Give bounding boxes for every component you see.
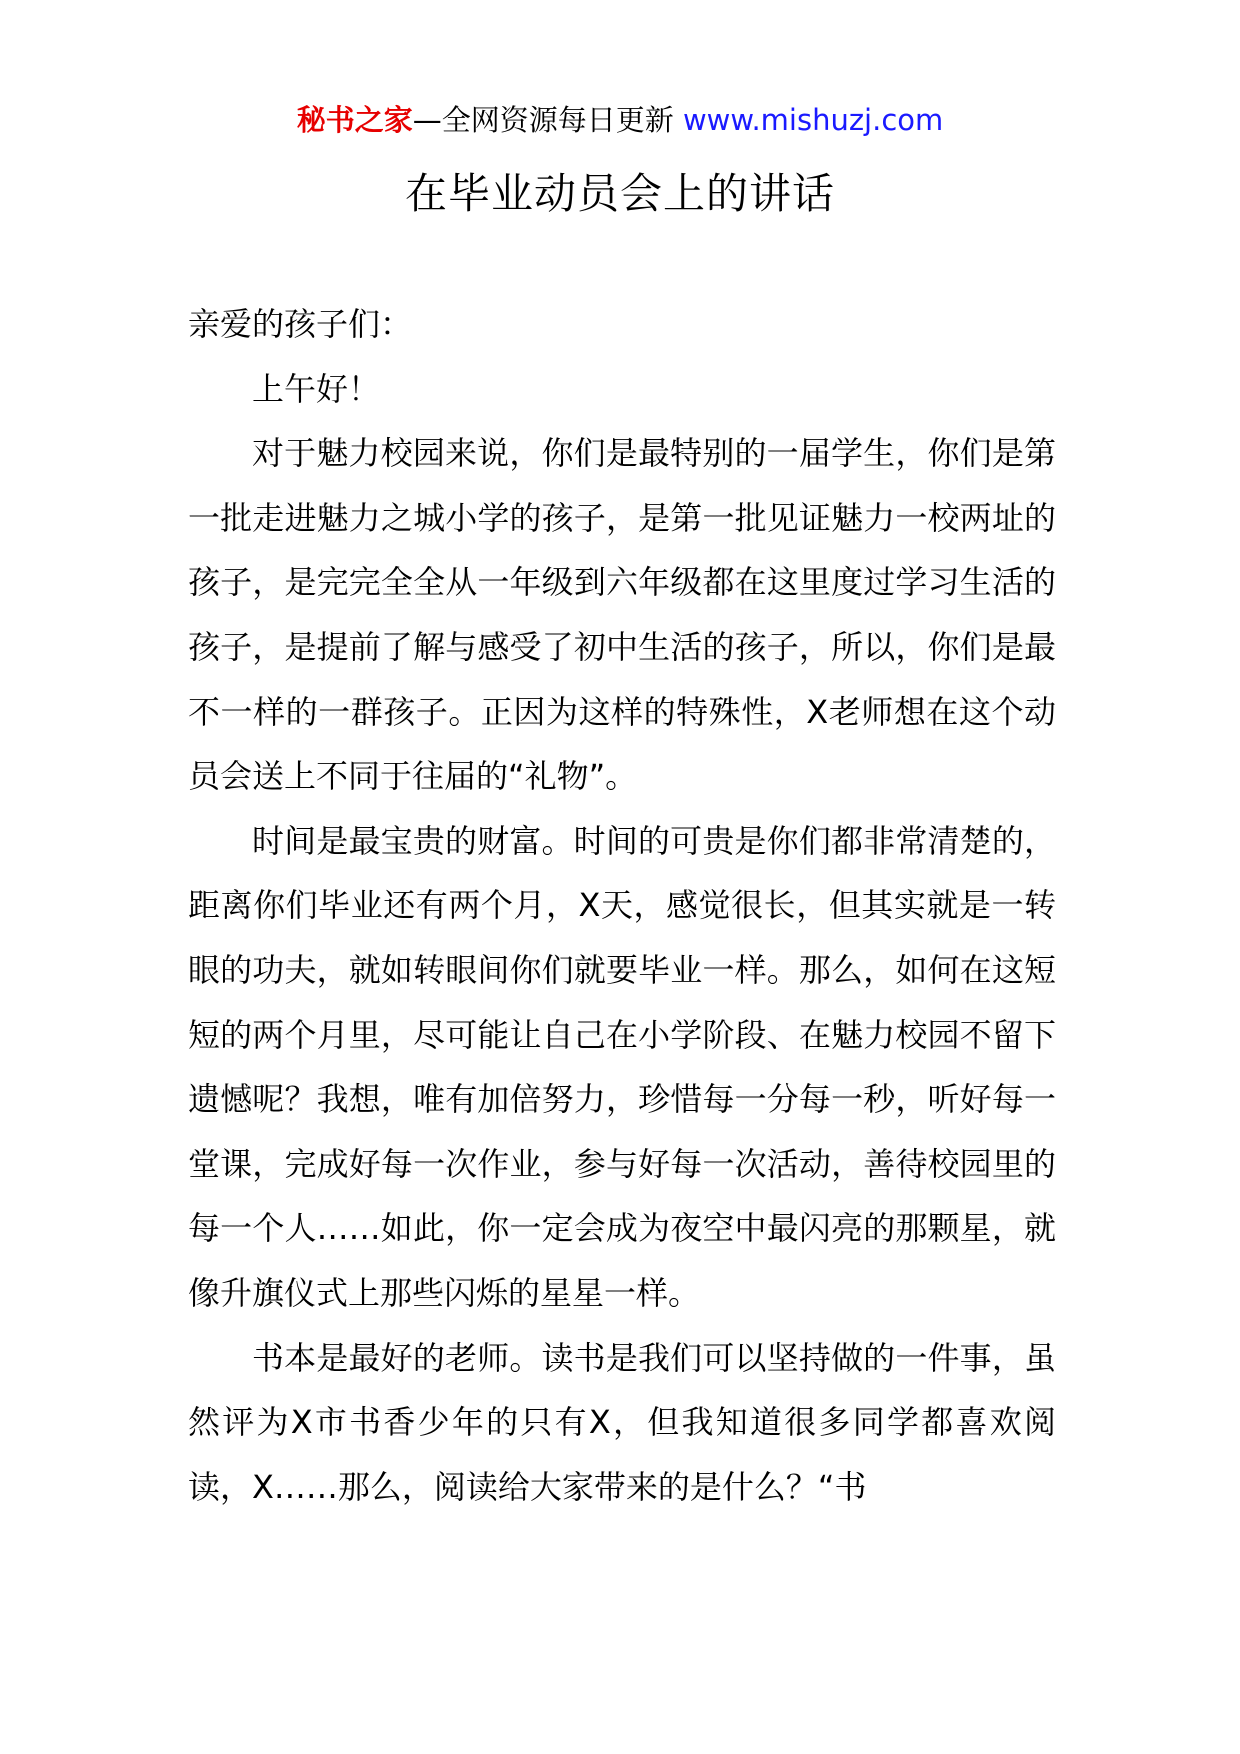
document-title: 在毕业动员会上的讲话 bbox=[404, 169, 835, 218]
paragraph-books: 书本是最好的老师。读书是我们可以坚持做的一件事，虽然评为X市书香少年的只有X，但我知道很多同学都喜欢阅读，X……那么，阅读给大家带来的是什么？“书 bbox=[188, 1338, 1056, 1506]
paragraph-greeting: 上午好！ bbox=[252, 369, 381, 408]
site-brand: 秘书之家 bbox=[296, 103, 413, 137]
paragraph-intro: 对于魅力校园来说，你们是最特别的一届学生，你们是第一批走进魅力之城小学的孩子，是第一批见证魅力一校两址的孩子，是完完全全从一年级到六年级都在这里度过学习生活的孩子，是提前了解与感受了初中生活的孩子，所以，你们是最不一样的一群孩子。正因为这样的特殊性，X老师想在这个动员会送上不同于往届的“礼物”。 bbox=[188, 434, 1056, 796]
document-body bbox=[188, 292, 1056, 1519]
site-tagline: —全网资源每日更新 bbox=[412, 103, 683, 137]
salutation: 亲爱的孩子们： bbox=[188, 305, 413, 343]
site-url-link[interactable]: www.mishuzj.com bbox=[682, 103, 944, 137]
site-header bbox=[0, 100, 1240, 140]
paragraph-time: 时间是最宝贵的财富。时间的可贵是你们都非常清楚的，距离你们毕业还有两个月，X天，感觉很长，但其实就是一转眼的功夫，就如转眼间你们就要毕业一样。那么，如何在这短短的两个月里，尽可能让自己在小学阶段、在魅力校园不留下遗憾呢？我想，唯有加倍努力，珍惜每一分每一秒，听好每一堂课，完成好每一次作业，参与好每一次活动，善待校园里的每一个人……如此，你一定会成为夜空中最闪亮的那颗星，就像升旗仪式上那些闪烁的星星一样。 bbox=[188, 821, 1056, 1312]
